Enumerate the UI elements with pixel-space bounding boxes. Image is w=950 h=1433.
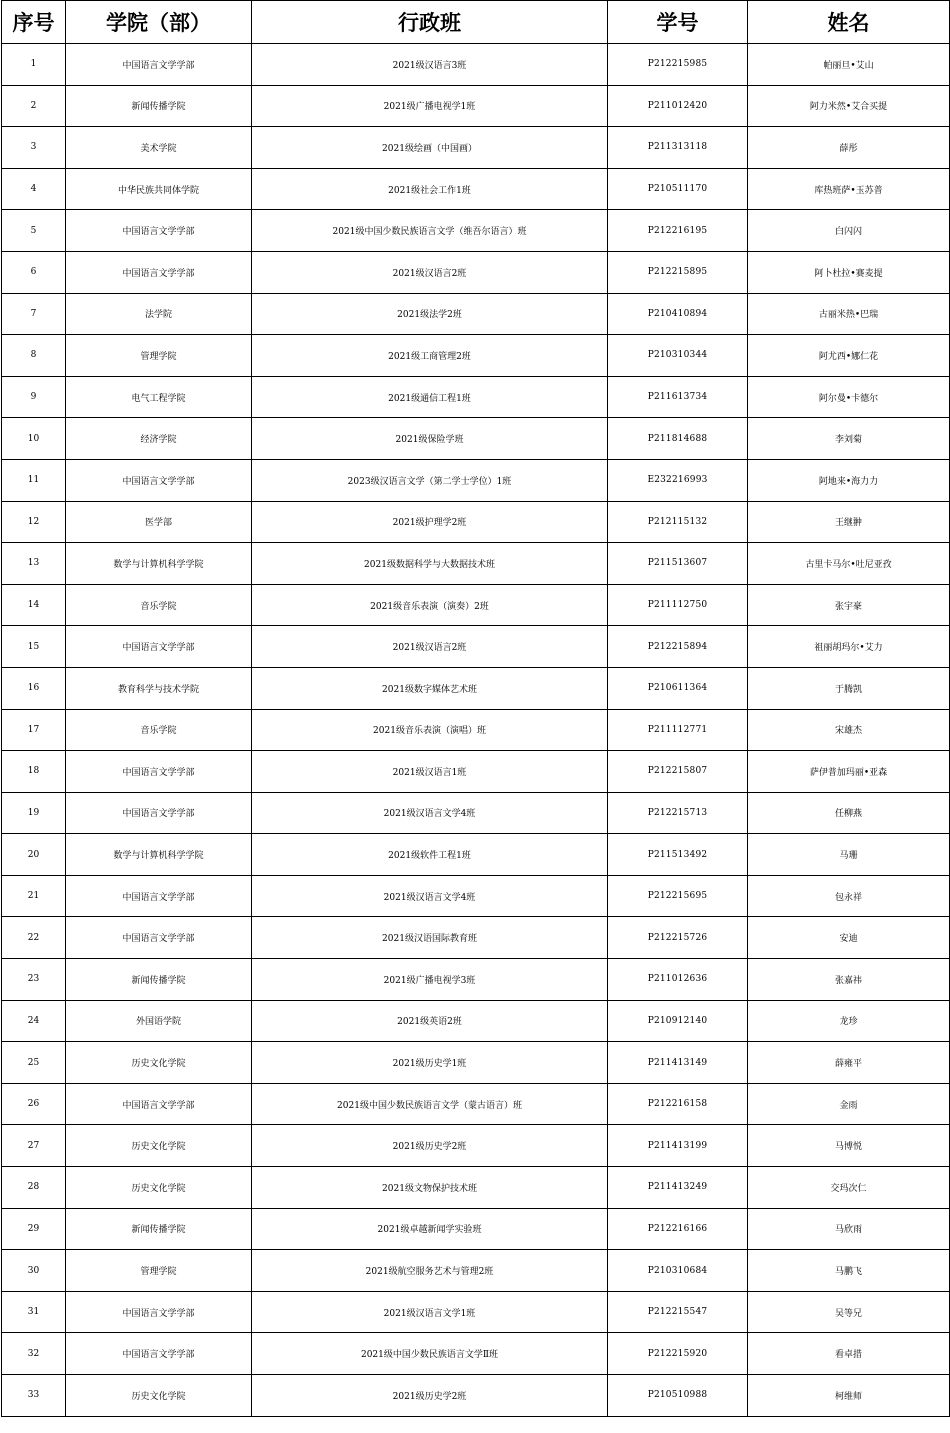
cell-index: 6 (2, 251, 66, 293)
cell-class: 2021级广播电视学3班 (252, 959, 608, 1001)
table-row (2, 1208, 950, 1250)
cell-name: 萨伊普加玛丽•亚森 (748, 751, 950, 793)
cell-college: 中国语言文学学部 (66, 917, 252, 959)
cell-index: 23 (2, 959, 66, 1001)
cell-student-id: P211513607 (608, 543, 748, 585)
cell-class: 2021级汉语言文学4班 (252, 875, 608, 917)
table-row (2, 834, 950, 876)
cell-college: 新闻传播学院 (66, 85, 252, 127)
cell-college: 历史文化学院 (66, 1375, 252, 1417)
cell-college: 中国语言文学学部 (66, 792, 252, 834)
cell-student-id: P211413149 (608, 1042, 748, 1084)
cell-index: 19 (2, 792, 66, 834)
cell-name: 龙珍 (748, 1000, 950, 1042)
table-row (2, 501, 950, 543)
cell-student-id: P211814688 (608, 418, 748, 460)
cell-name: 金雨 (748, 1083, 950, 1125)
cell-name: 张宇豪 (748, 584, 950, 626)
cell-index: 15 (2, 626, 66, 668)
cell-student-id: E232216993 (608, 459, 748, 501)
table-row (2, 543, 950, 585)
cell-name: 安迪 (748, 917, 950, 959)
cell-class: 2021级卓越新闻学实验班 (252, 1208, 608, 1250)
cell-student-id: P210912140 (608, 1000, 748, 1042)
cell-index: 16 (2, 667, 66, 709)
cell-class: 2023级汉语言文学（第二学士学位）1班 (252, 459, 608, 501)
cell-student-id: P211112750 (608, 584, 748, 626)
cell-name: 祖丽胡玛尔•艾力 (748, 626, 950, 668)
cell-class: 2021级广播电视学1班 (252, 85, 608, 127)
cell-name: 薛雍平 (748, 1042, 950, 1084)
cell-student-id: P210611364 (608, 667, 748, 709)
cell-name: 帕丽旦•艾山 (748, 44, 950, 86)
cell-college: 数学与计算机科学学院 (66, 834, 252, 876)
cell-name: 阿尔曼•卡德尔 (748, 376, 950, 418)
cell-index: 10 (2, 418, 66, 460)
cell-class: 2021级数据科学与大数据技术班 (252, 543, 608, 585)
cell-index: 32 (2, 1333, 66, 1375)
cell-name: 阿地来•海力力 (748, 459, 950, 501)
cell-student-id: P212215726 (608, 917, 748, 959)
cell-class: 2021级文物保护技术班 (252, 1167, 608, 1209)
cell-index: 25 (2, 1042, 66, 1084)
cell-name: 白闪闪 (748, 210, 950, 252)
cell-student-id: P210511170 (608, 168, 748, 210)
cell-college: 中国语言文学学部 (66, 626, 252, 668)
header-student-id: 学号 (608, 1, 748, 44)
cell-class: 2021级航空服务艺术与管理2班 (252, 1250, 608, 1292)
cell-name: 于腾凯 (748, 667, 950, 709)
cell-index: 3 (2, 127, 66, 169)
cell-college: 外国语学院 (66, 1000, 252, 1042)
table-row (2, 1333, 950, 1375)
cell-class: 2021级通信工程1班 (252, 376, 608, 418)
cell-student-id: P211413199 (608, 1125, 748, 1167)
cell-student-id: P212215920 (608, 1333, 748, 1375)
table-row (2, 1000, 950, 1042)
cell-name: 吴等兄 (748, 1291, 950, 1333)
cell-index: 28 (2, 1167, 66, 1209)
header-college: 学院（部） (66, 1, 252, 44)
table-row (2, 626, 950, 668)
cell-index: 7 (2, 293, 66, 335)
cell-college: 中国语言文学学部 (66, 459, 252, 501)
cell-student-id: P212215807 (608, 751, 748, 793)
cell-class: 2021级法学2班 (252, 293, 608, 335)
cell-student-id: P212215547 (608, 1291, 748, 1333)
cell-index: 9 (2, 376, 66, 418)
table-row (2, 792, 950, 834)
cell-college: 法学院 (66, 293, 252, 335)
cell-college: 中国语言文学学部 (66, 251, 252, 293)
cell-student-id: P212215895 (608, 251, 748, 293)
cell-college: 中国语言文学学部 (66, 1291, 252, 1333)
cell-class: 2021级汉语言文学4班 (252, 792, 608, 834)
cell-college: 中国语言文学学部 (66, 1083, 252, 1125)
cell-college: 数学与计算机科学学院 (66, 543, 252, 585)
cell-student-id: P212216195 (608, 210, 748, 252)
cell-student-id: P211513492 (608, 834, 748, 876)
cell-class: 2021级音乐表演（演唱）班 (252, 709, 608, 751)
cell-class: 2021级保险学班 (252, 418, 608, 460)
table-body (2, 44, 950, 1417)
cell-name: 张嘉祎 (748, 959, 950, 1001)
cell-name: 看卓措 (748, 1333, 950, 1375)
table-row (2, 959, 950, 1001)
cell-name: 任柳燕 (748, 792, 950, 834)
cell-class: 2021级软件工程1班 (252, 834, 608, 876)
cell-student-id: P211012420 (608, 85, 748, 127)
table-row (2, 667, 950, 709)
cell-index: 24 (2, 1000, 66, 1042)
cell-class: 2021级汉语言文学1班 (252, 1291, 608, 1333)
cell-college: 教育科学与技术学院 (66, 667, 252, 709)
cell-index: 14 (2, 584, 66, 626)
cell-student-id: P212216166 (608, 1208, 748, 1250)
table-row (2, 1125, 950, 1167)
cell-college: 中国语言文学学部 (66, 44, 252, 86)
cell-class: 2021级历史学2班 (252, 1375, 608, 1417)
cell-class: 2021级数字媒体艺术班 (252, 667, 608, 709)
cell-index: 4 (2, 168, 66, 210)
cell-student-id: P211313118 (608, 127, 748, 169)
cell-class: 2021级中国少数民族语言文学Ⅱ班 (252, 1333, 608, 1375)
cell-index: 21 (2, 875, 66, 917)
cell-name: 阿尤西•娜仁花 (748, 335, 950, 377)
cell-name: 古里卡马尔•吐尼亚孜 (748, 543, 950, 585)
cell-class: 2021级中国少数民族语言文学（维吾尔语言）班 (252, 210, 608, 252)
cell-college: 中国语言文学学部 (66, 1333, 252, 1375)
cell-student-id: P212215894 (608, 626, 748, 668)
table-row (2, 1250, 950, 1292)
cell-student-id: P212215985 (608, 44, 748, 86)
cell-name: 马珊 (748, 834, 950, 876)
cell-class: 2021级社会工作1班 (252, 168, 608, 210)
cell-student-id: P212115132 (608, 501, 748, 543)
cell-class: 2021级汉语言2班 (252, 251, 608, 293)
cell-class: 2021级音乐表演（演奏）2班 (252, 584, 608, 626)
cell-index: 5 (2, 210, 66, 252)
cell-index: 22 (2, 917, 66, 959)
table-row (2, 210, 950, 252)
table-row (2, 1083, 950, 1125)
table-row (2, 44, 950, 86)
cell-student-id: P210410894 (608, 293, 748, 335)
cell-index: 11 (2, 459, 66, 501)
cell-class: 2021级工商管理2班 (252, 335, 608, 377)
table-row (2, 168, 950, 210)
table-row (2, 127, 950, 169)
cell-class: 2021级汉语言2班 (252, 626, 608, 668)
cell-student-id: P212215695 (608, 875, 748, 917)
cell-student-id: P210510988 (608, 1375, 748, 1417)
cell-student-id: P211613734 (608, 376, 748, 418)
table-row (2, 875, 950, 917)
cell-index: 12 (2, 501, 66, 543)
cell-name: 宋雄杰 (748, 709, 950, 751)
table-row (2, 917, 950, 959)
cell-index: 1 (2, 44, 66, 86)
cell-college: 经济学院 (66, 418, 252, 460)
cell-index: 27 (2, 1125, 66, 1167)
table-row (2, 709, 950, 751)
cell-class: 2021级汉语言1班 (252, 751, 608, 793)
table-row (2, 1375, 950, 1417)
cell-college: 音乐学院 (66, 584, 252, 626)
cell-college: 新闻传播学院 (66, 1208, 252, 1250)
cell-college: 历史文化学院 (66, 1125, 252, 1167)
cell-college: 管理学院 (66, 1250, 252, 1292)
cell-college: 历史文化学院 (66, 1042, 252, 1084)
cell-class: 2021级汉语国际教育班 (252, 917, 608, 959)
table-row (2, 459, 950, 501)
cell-name: 阿力米然•艾合买提 (748, 85, 950, 127)
cell-name: 马欣雨 (748, 1208, 950, 1250)
header-index: 序号 (2, 1, 66, 44)
cell-college: 新闻传播学院 (66, 959, 252, 1001)
cell-college: 中华民族共同体学院 (66, 168, 252, 210)
cell-name: 马鹏飞 (748, 1250, 950, 1292)
cell-college: 历史文化学院 (66, 1167, 252, 1209)
cell-college: 中国语言文学学部 (66, 210, 252, 252)
table-row (2, 751, 950, 793)
cell-class: 2021级护理学2班 (252, 501, 608, 543)
cell-student-id: P211112771 (608, 709, 748, 751)
cell-college: 医学部 (66, 501, 252, 543)
table-row (2, 1291, 950, 1333)
cell-index: 18 (2, 751, 66, 793)
cell-index: 31 (2, 1291, 66, 1333)
table-row (2, 335, 950, 377)
student-roster-table (1, 0, 950, 1417)
cell-name: 古丽米热•巴瑞 (748, 293, 950, 335)
cell-class: 2021级历史学2班 (252, 1125, 608, 1167)
cell-college: 美术学院 (66, 127, 252, 169)
cell-student-id: P212215713 (608, 792, 748, 834)
cell-college: 管理学院 (66, 335, 252, 377)
cell-college: 电气工程学院 (66, 376, 252, 418)
cell-index: 33 (2, 1375, 66, 1417)
cell-class: 2021级中国少数民族语言文学（蒙古语言）班 (252, 1083, 608, 1125)
cell-index: 20 (2, 834, 66, 876)
table-row (2, 251, 950, 293)
cell-student-id: P210310344 (608, 335, 748, 377)
cell-name: 包永祥 (748, 875, 950, 917)
cell-index: 2 (2, 85, 66, 127)
table-row (2, 1042, 950, 1084)
cell-student-id: P212216158 (608, 1083, 748, 1125)
cell-college: 中国语言文学学部 (66, 751, 252, 793)
cell-student-id: P210310684 (608, 1250, 748, 1292)
cell-name: 阿卜杜拉•赛麦提 (748, 251, 950, 293)
header-row (2, 1, 950, 44)
cell-name: 交玛次仁 (748, 1167, 950, 1209)
cell-name: 柯维师 (748, 1375, 950, 1417)
cell-college: 中国语言文学学部 (66, 875, 252, 917)
cell-index: 17 (2, 709, 66, 751)
cell-class: 2021级英语2班 (252, 1000, 608, 1042)
cell-name: 李刘菊 (748, 418, 950, 460)
cell-name: 马博悦 (748, 1125, 950, 1167)
cell-name: 王继翀 (748, 501, 950, 543)
cell-class: 2021级历史学1班 (252, 1042, 608, 1084)
cell-index: 13 (2, 543, 66, 585)
header-class: 行政班 (252, 1, 608, 44)
cell-student-id: P211012636 (608, 959, 748, 1001)
cell-index: 8 (2, 335, 66, 377)
cell-index: 29 (2, 1208, 66, 1250)
table-row (2, 376, 950, 418)
cell-class: 2021级绘画（中国画） (252, 127, 608, 169)
table-row (2, 418, 950, 460)
table-row (2, 85, 950, 127)
cell-name: 薛彤 (748, 127, 950, 169)
cell-class: 2021级汉语言3班 (252, 44, 608, 86)
header-name: 姓名 (748, 1, 950, 44)
cell-index: 26 (2, 1083, 66, 1125)
cell-college: 音乐学院 (66, 709, 252, 751)
table-row (2, 584, 950, 626)
cell-student-id: P211413249 (608, 1167, 748, 1209)
table-row (2, 1167, 950, 1209)
cell-name: 库热班萨•玉苏普 (748, 168, 950, 210)
table-row (2, 293, 950, 335)
cell-index: 30 (2, 1250, 66, 1292)
